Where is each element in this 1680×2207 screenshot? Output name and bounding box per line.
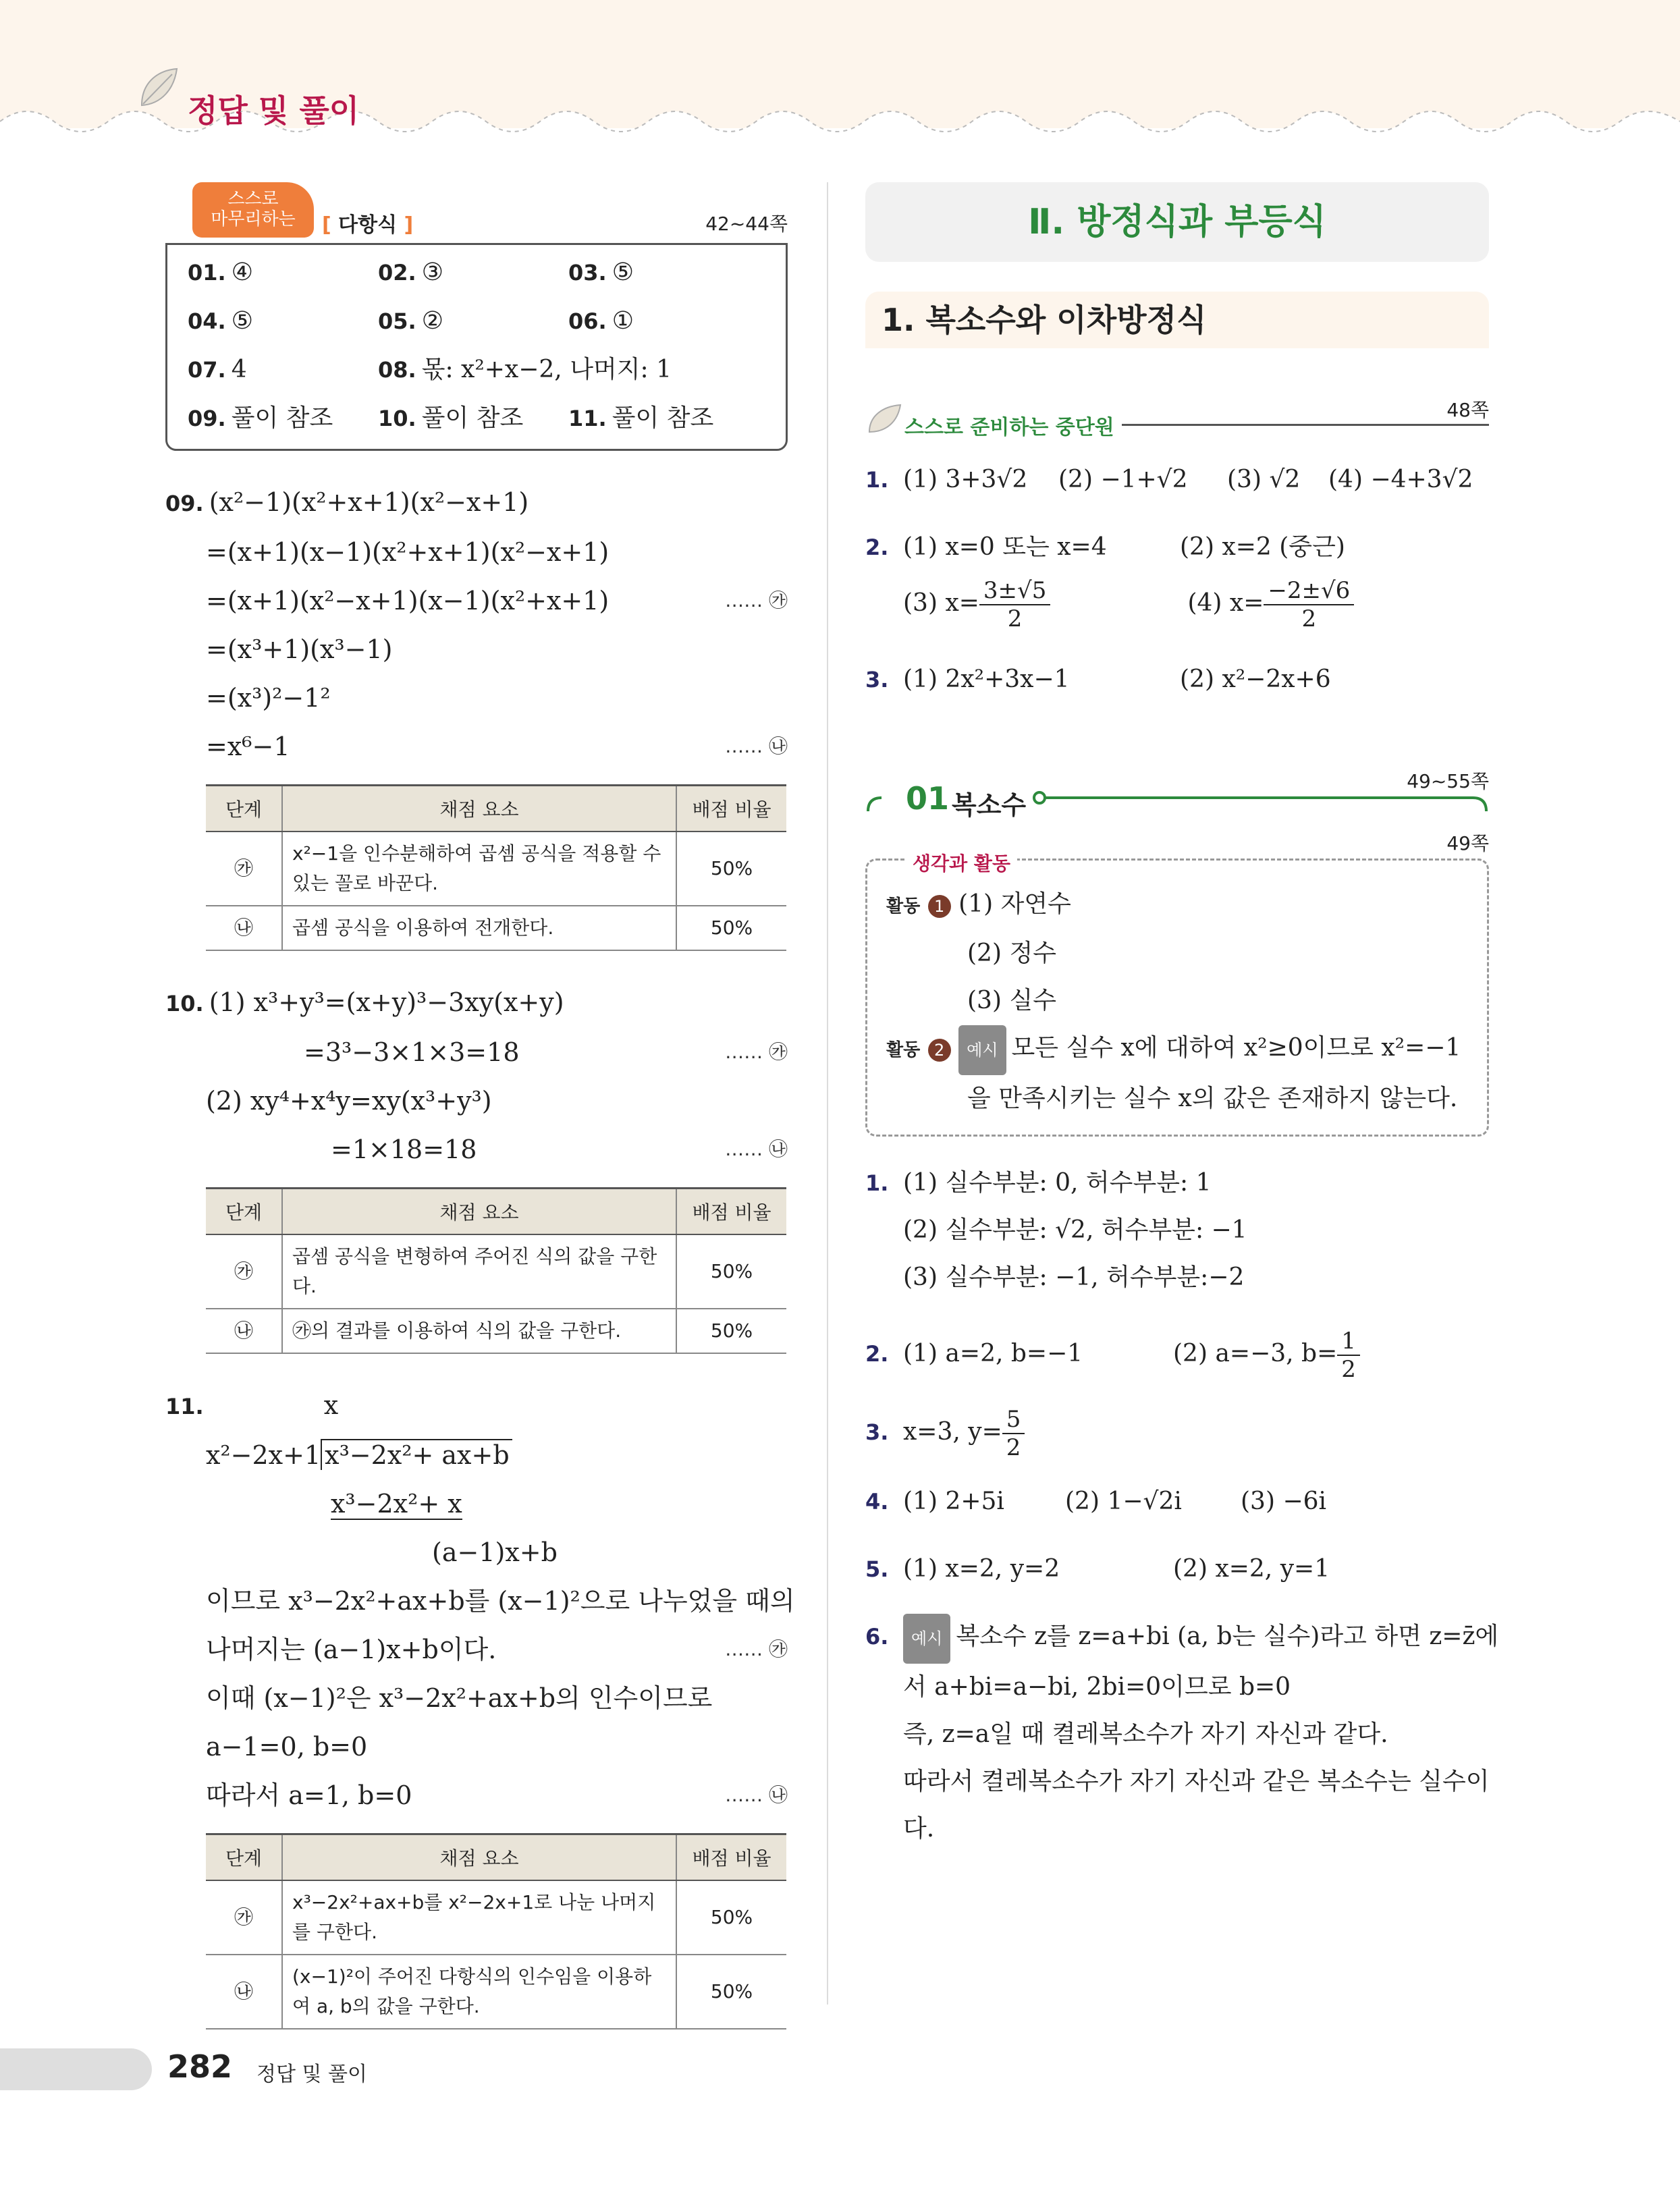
q11-line: a−1=0, b=0	[206, 1732, 368, 1762]
activity-1b: (2) 정수	[967, 939, 1056, 967]
table-row: ㉮ x²−1을 인수분해하여 곱셈 공식을 적용할 수 있는 꼴로 바꾼다. 50%	[206, 832, 786, 906]
prep-header	[865, 396, 1489, 443]
ans-q3: 3. x=3, y= $\frac{5}{2}$	[865, 1400, 1489, 1465]
activity-box	[865, 859, 1489, 1137]
section-title: 1. 복소수와 이차방정식	[865, 292, 1489, 348]
q10-line: =1×18=18 …… ㉯	[331, 1135, 788, 1164]
q9-line: =(x³)²−1²	[206, 683, 331, 713]
answer-item: 11. 풀이 참조	[568, 404, 714, 432]
q10-line: (2) xy⁴+x⁴y=xy(x³+y³)	[206, 1086, 492, 1116]
activity-section	[865, 832, 1489, 1137]
prep-q1: 1. (1) 3+3√2 (2) −1+√2 (3) √2 (4) −4+3√2	[865, 466, 1473, 493]
q9-line: =(x+1)(x−1)(x²+x+1)(x²−x+1)	[206, 537, 609, 567]
review-badge	[192, 182, 314, 238]
unit-title: 복소수	[952, 784, 1030, 821]
number-badge: 1	[928, 895, 951, 918]
q11-line: 따라서 a=1, b=0 …… ㉯	[206, 1780, 788, 1810]
unit-header	[865, 770, 1489, 832]
table-row: ㉯ 곱셈 공식을 이용하여 전개한다. 50%	[206, 906, 786, 950]
answer-item: 02. ③	[378, 258, 443, 286]
q11-score-table: 단계 채점 요소 배점 비율 ㉮ x³−2x²+ax+b를 x²−2x+1로 나눈 나머지를 구한다. 50% ㉯ (x−1)²이 주어진 다항식의 인수임을 이용하여 a, b의 값을 구한다. 50%	[206, 1833, 786, 2029]
activity-1c: (3) 실수	[967, 987, 1056, 1014]
activity-2b: 을 만족시키는 실수 x의 값은 존재하지 않는다.	[967, 1085, 1458, 1112]
table-row: ㉯ (x−1)²이 주어진 다항식의 인수임을 이용하여 a, b의 값을 구한다. 50%	[206, 1955, 786, 2029]
answer-item: 10. 풀이 참조	[378, 404, 524, 432]
long-division-sub: x³−2x²+ x	[331, 1489, 462, 1519]
long-division: x²−2x+1 x³−2x²+ ax+b	[165, 1431, 788, 1479]
ans-q5: 5. (1) x=2, y=2 (2) x=2, y=1	[865, 1555, 1330, 1583]
right-column	[865, 182, 1499, 1853]
badge-line1: 스스로	[227, 189, 279, 209]
activity-title: 생각과 활동	[906, 849, 1017, 876]
number-badge: 2	[928, 1039, 951, 1062]
example-tag: 예시	[958, 1025, 1006, 1075]
q10-line: 10. (1) x³+y³=(x+y)³−3xy(x+y)	[165, 987, 564, 1017]
page-header-title: 정답 및 풀이	[188, 92, 360, 129]
answer-item: 08. 몫: x²+x−2, 나머지: 1	[378, 356, 672, 383]
answer-item: 01. ④	[188, 258, 253, 286]
unit-answers	[865, 1160, 1499, 1853]
activity-1: 활동 1 (1) 자연수	[886, 890, 1071, 918]
q11-solution	[165, 1381, 795, 2029]
chapter-title: Ⅱ. 방정식과 부등식	[865, 182, 1489, 262]
q10-score-table: 단계 채점 요소 배점 비율 ㉮ 곱셈 공식을 변형하여 주어진 식의 값을 구한다. 50% ㉯ ㉮의 결과를 이용하여 식의 값을 구한다. 50%	[206, 1187, 786, 1354]
q10-line: =3³−3×1×3=18 …… ㉮	[304, 1037, 788, 1067]
q11-line: 나머지는 (a−1)x+b이다. …… ㉮	[206, 1635, 788, 1664]
answer-grid	[188, 252, 765, 439]
box-pages: 42~44쪽	[705, 213, 788, 235]
ans-q4: 4. (1) 2+5i (2) 1−√2i (3) −6i	[865, 1488, 1327, 1515]
q11-head: 11. x	[165, 1390, 339, 1420]
table-row: ㉮ 곱셈 공식을 변형하여 주어진 식의 값을 구한다. 50%	[206, 1234, 786, 1309]
leaf-icon	[135, 65, 182, 112]
unit-number: 01	[906, 780, 950, 817]
q9-line: =x⁶−1 …… ㉯	[206, 732, 788, 761]
left-column	[165, 182, 795, 2029]
prep-pages: 48쪽	[1446, 399, 1489, 421]
answer-item: 05. ②	[378, 307, 443, 335]
answer-box	[165, 243, 788, 451]
ans-q6-line: 따라서 켤레복소수가 자기 자신과 같은 복소수는 실수이	[903, 1768, 1490, 1795]
ans-q2: 2. (1) a=2, b=−1 (2) a=−3, b= $\frac{1}{2}$	[865, 1322, 1489, 1386]
prep-q2-fractions: (3) x= $\frac{3\pm√5}{2}$ (4) x= $\frac{-2\pm√6}{2}$	[865, 571, 1489, 636]
badge-line2: 마무리하는	[211, 209, 296, 229]
q9-solution	[165, 478, 788, 951]
example-tag: 예시	[903, 1614, 950, 1664]
q9-line: =(x³+1)(x³−1)	[206, 634, 393, 664]
answer-item: 09. 풀이 참조	[188, 404, 333, 432]
q10-solution	[165, 978, 788, 1354]
q9-line: 09. (x²−1)(x²+x+1)(x²−x+1)	[165, 487, 529, 517]
activity-2: 활동 2 예시 모든 실수 x에 대하여 x²≥0이므로 x²=−1	[886, 1025, 1468, 1075]
page-number: 282	[167, 2048, 233, 2085]
activity-pages: 49쪽	[1446, 832, 1489, 854]
answer-item: 03. ⑤	[568, 258, 634, 286]
ans-q1c: (3) 실수부분: −1, 허수부분:−2	[903, 1263, 1245, 1291]
column-divider	[827, 182, 828, 2005]
ans-q1: 1. (1) 실수부분: 0, 허수부분: 1	[865, 1169, 1212, 1197]
box-topic: [ 다항식 ]	[322, 213, 414, 237]
ans-q6-line: 서 a+bi=a−bi, 2bi=0이므로 b=0	[903, 1673, 1291, 1701]
ans-q6: 6. 예시 복소수 z를 z=a+bi (a, b는 실수)라고 하면 z=z̄에	[865, 1613, 1489, 1664]
answer-item: 07. 4	[188, 356, 247, 383]
footer-bar	[0, 2048, 152, 2090]
prep-q2: 2. (1) x=0 또는 x=4 (2) x=2 (중근)	[865, 533, 1345, 561]
q9-line: =(x+1)(x²−x+1)(x−1)(x²+x+1) …… ㉮	[206, 586, 788, 616]
q9-score-table: 단계 채점 요소 배점 비율 ㉮ x²−1을 인수분해하여 곱셈 공식을 적용할 수 있는 꼴로 바꾼다. 50% ㉯ 곱셈 공식을 이용하여 전개한다. 50%	[206, 784, 786, 951]
answer-box-header	[165, 182, 788, 250]
long-division-rem: (a−1)x+b	[432, 1537, 558, 1567]
ans-q6-line: 다.	[903, 1815, 935, 1843]
ans-q6-line: 즉, z=a일 때 켤레복소수가 자기 자신과 같다.	[903, 1720, 1388, 1748]
prep-rule	[1122, 424, 1489, 426]
footer-label: 정답 및 풀이	[256, 2063, 367, 2086]
q11-line: 이므로 x³−2x²+ax+b를 (x−1)²으로 나누었을 때의	[206, 1586, 795, 1616]
unit-pages: 49~55쪽	[1407, 767, 1489, 794]
topic-label: 다항식	[338, 213, 398, 237]
prep-answers	[865, 456, 1489, 703]
answer-item: 04. ⑤	[188, 307, 253, 335]
table-row: ㉯ ㉮의 결과를 이용하여 식의 값을 구한다. 50%	[206, 1309, 786, 1353]
leaf-icon	[865, 402, 906, 436]
table-row: ㉮ x³−2x²+ax+b를 x²−2x+1로 나눈 나머지를 구한다. 50%	[206, 1880, 786, 1955]
answer-item: 06. ①	[568, 307, 634, 335]
prep-title: 스스로 준비하는 중단원	[904, 416, 1114, 439]
prep-q3: 3. (1) 2x²+3x−1 (2) x²−2x+6	[865, 665, 1331, 693]
q11-line: 이때 (x−1)²은 x³−2x²+ax+b의 인수이므로	[206, 1683, 713, 1713]
ans-q1b: (2) 실수부분: √2, 허수부분: −1	[903, 1216, 1247, 1244]
